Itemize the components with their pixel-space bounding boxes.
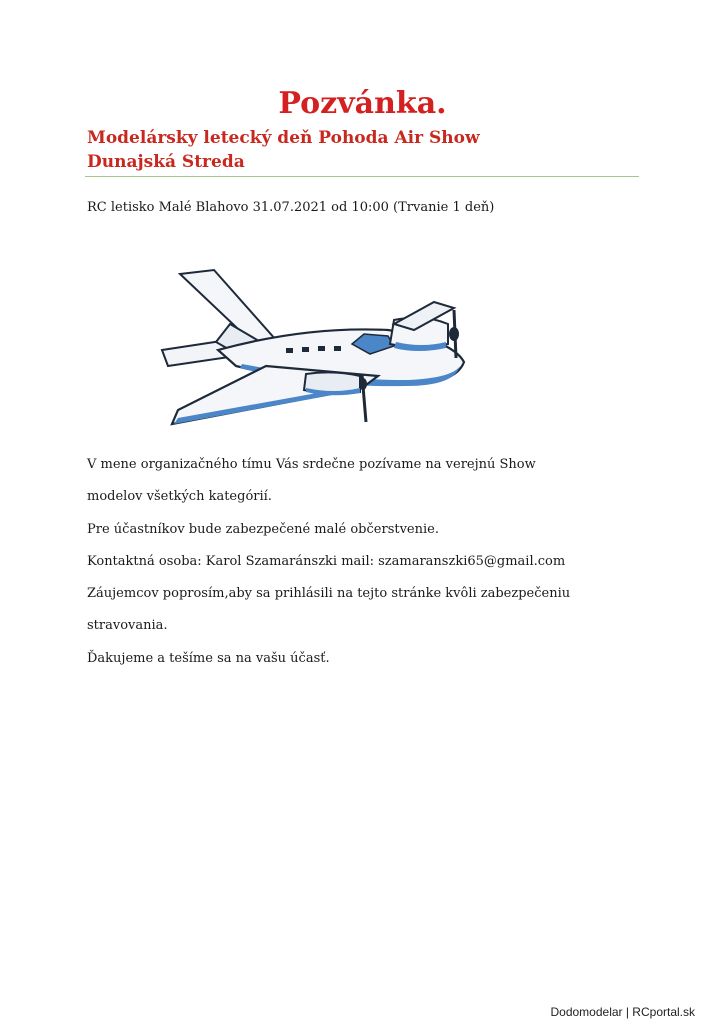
invitation-body <box>87 456 570 682</box>
invitation-title: Pozvánka. <box>278 86 447 121</box>
subtitle-line-location: Dunajská Streda <box>87 152 245 172</box>
header-divider <box>85 176 639 177</box>
paragraph-registration: Záujemcov poprosím,aby sa prihlásili na tejto stránke kvôli zabezpečeniu <box>87 586 571 602</box>
paragraph-catering: stravovania. <box>87 618 168 634</box>
subtitle-line-event-name: Modelársky letecký deň Pohoda Air Show <box>87 128 480 148</box>
event-info: RC letisko Malé Blahovo 31.07.2021 od 10:00 (Trvanie 1 deň) <box>87 200 495 215</box>
paragraph-thanks: Ďakujeme a tešíme sa na vašu účasť. <box>87 650 330 666</box>
paragraph-refreshments: Pre účastníkov bude zabezpečené malé občerstvenie. <box>87 521 439 537</box>
footer-source: Dodomodelar | RCportal.sk <box>550 1005 695 1019</box>
paragraph-invitation: V mene organizačného tímu Vás srdečne pozívame na verejnú Show <box>87 457 536 472</box>
paragraph-contact: Kontaktná osoba: Karol Szamaránszki mail: szamaranszki65@gmail.com <box>87 553 566 569</box>
event-subtitle <box>87 126 480 174</box>
paragraph-categories: modelov všetkých kategórií. <box>87 489 272 505</box>
airplane-illustration <box>156 262 476 442</box>
